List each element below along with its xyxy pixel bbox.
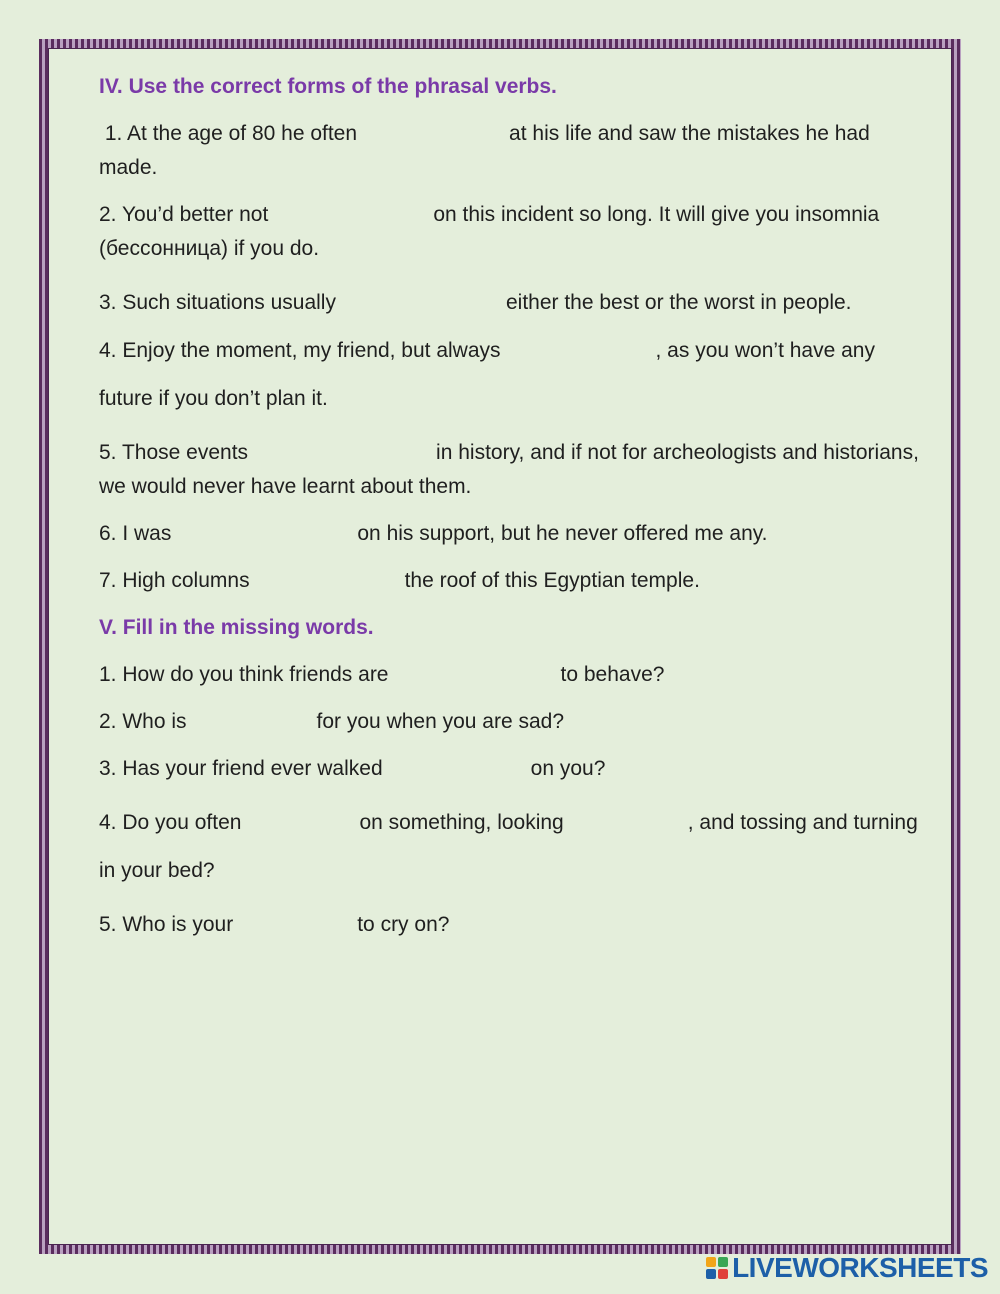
logo-square [706, 1269, 716, 1279]
exercise-iv-6: 6. I was on his support, but he never offered me any. [99, 522, 768, 545]
liveworksheets-logo [706, 1252, 988, 1284]
exercise-v-1: 1. How do you think friends are to behave? [99, 663, 665, 686]
exercise-iv-2: 2. You’d better not on this incident so long. It will give you insomnia (бессонница) if you do. [99, 203, 880, 260]
exercise-v-2: 2. Who is for you when you are sad? [99, 710, 565, 733]
section-v-heading: V. Fill in the missing words. [99, 616, 374, 639]
section-iv-heading: IV. Use the correct forms of the phrasal verbs. [99, 75, 557, 98]
logo-square [718, 1269, 728, 1279]
exercise-iv-1: 1. At the age of 80 he often at his life and saw the mistakes he had made. [99, 122, 870, 179]
exercise-iv-3: 3. Such situations usually either the best or the worst in people. [99, 291, 852, 314]
logo-text: LIVEWORKSHEETS [732, 1252, 988, 1283]
worksheet-content [99, 70, 929, 955]
exercise-iv-7: 7. High columns the roof of this Egyptian temple. [99, 569, 700, 592]
exercise-v-3: 3. Has your friend ever walked on you? [99, 757, 606, 780]
liveworksheets-logo-icon [706, 1257, 728, 1279]
exercise-iv-4: 4. Enjoy the moment, my friend, but always , as you won’t have any future if you don’t plan it. [99, 339, 875, 410]
exercise-v-4: 4. Do you often on something, looking , and tossing and turning in your bed? [99, 811, 918, 882]
logo-square [706, 1257, 716, 1267]
logo-square [718, 1257, 728, 1267]
exercise-v-5: 5. Who is your to cry on? [99, 913, 450, 936]
exercise-iv-5: 5. Those events in history, and if not for archeologists and historians, we would never have learnt about them. [99, 441, 919, 498]
